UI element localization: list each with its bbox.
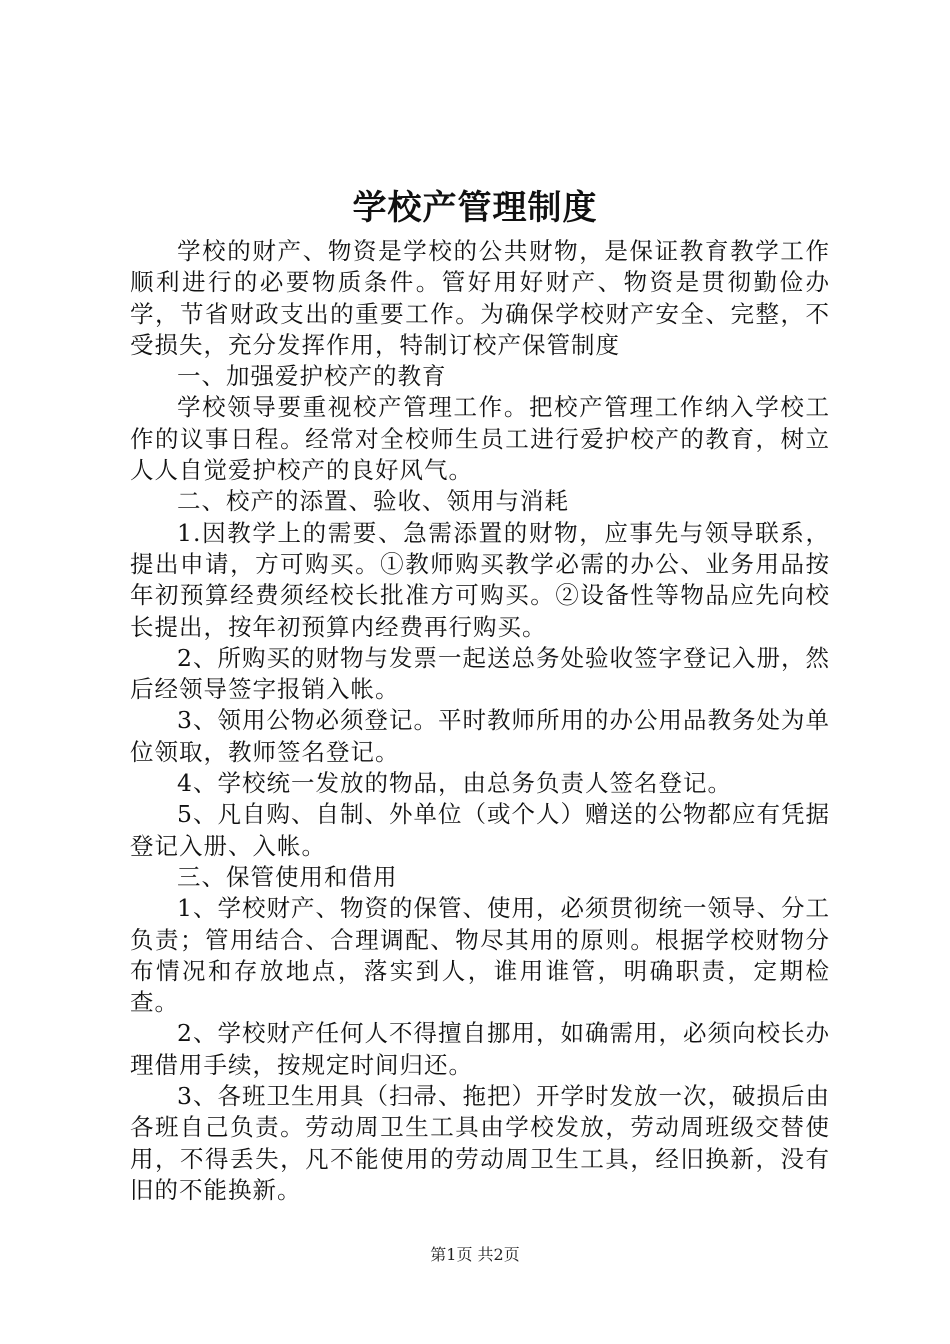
paragraph-item-2-1: 1.因教学上的需要、急需添置的财物，应事先与领导联系，提出申请，方可购买。①教师购买教学必需的办公、业务用品按年初预算经费须经校长批准方可购买。②设备性等物品应先向校长提出，按年初预算内经费再行购买。	[130, 518, 830, 641]
paragraph-item-2-5: 5、凡自购、自制、外单位（或个人）赠送的公物都应有凭据登记入册、入帐。	[130, 800, 830, 860]
paragraph-item-3-2: 2、学校财产任何人不得擅自挪用，如确需用，必须向校长办理借用手续，按规定时间归还。	[130, 1019, 830, 1079]
paragraph-intro: 学校的财产、物资是学校的公共财物，是保证教育教学工作顺利进行的必要物质条件。管好用好财产、物资是贯彻勤俭办学，节省财政支出的重要工作。为确保学校财产安全、完整，不受损失，充分发挥作用，特制订校产保管制度	[130, 237, 830, 359]
document-body	[130, 236, 830, 1206]
paragraph-item-2-4: 4、学校统一发放的物品，由总务负责人签名登记。	[177, 769, 732, 798]
paragraph-section-1: 学校领导要重视校产管理工作。把校产管理工作纳入学校工作的议事日程。经常对全校师生员工进行爱护校产的教育，树立人人自觉爱护校产的良好风气。	[130, 393, 830, 485]
section-heading-3: 三、保管使用和借用	[177, 862, 398, 891]
document-title: 学校产管理制度	[352, 188, 598, 228]
section-heading-2: 二、校产的添置、验收、领用与消耗	[177, 487, 569, 516]
paragraph-item-2-2: 2、所购买的财物与发票一起送总务处验收签字登记入册，然后经领导签字报销入帐。	[130, 643, 830, 704]
paragraph-item-3-1: 1、学校财产、物资的保管、使用，必须贯彻统一领导、分工负责；管用结合、合理调配、物尽其用的原则。根据学校财物分布情况和存放地点，落实到人，谁用谁管，明确职责，定期检查。	[130, 894, 830, 1017]
page-footer: 第1页 共2页	[430, 1245, 520, 1264]
section-heading-1: 一、加强爱护校产的教育	[177, 362, 447, 391]
paragraph-item-2-3: 3、领用公物必须登记。平时教师所用的办公用品教务处为单位领取，教师签名登记。	[130, 706, 830, 766]
paragraph-item-3-3: 3、各班卫生用具（扫帚、拖把）开学时发放一次，破损后由各班自己负责。劳动周卫生工具由学校发放，劳动周班级交替使用，不得丢失，凡不能使用的劳动周卫生工具，经旧换新，没有旧的不能换新。	[130, 1082, 830, 1204]
